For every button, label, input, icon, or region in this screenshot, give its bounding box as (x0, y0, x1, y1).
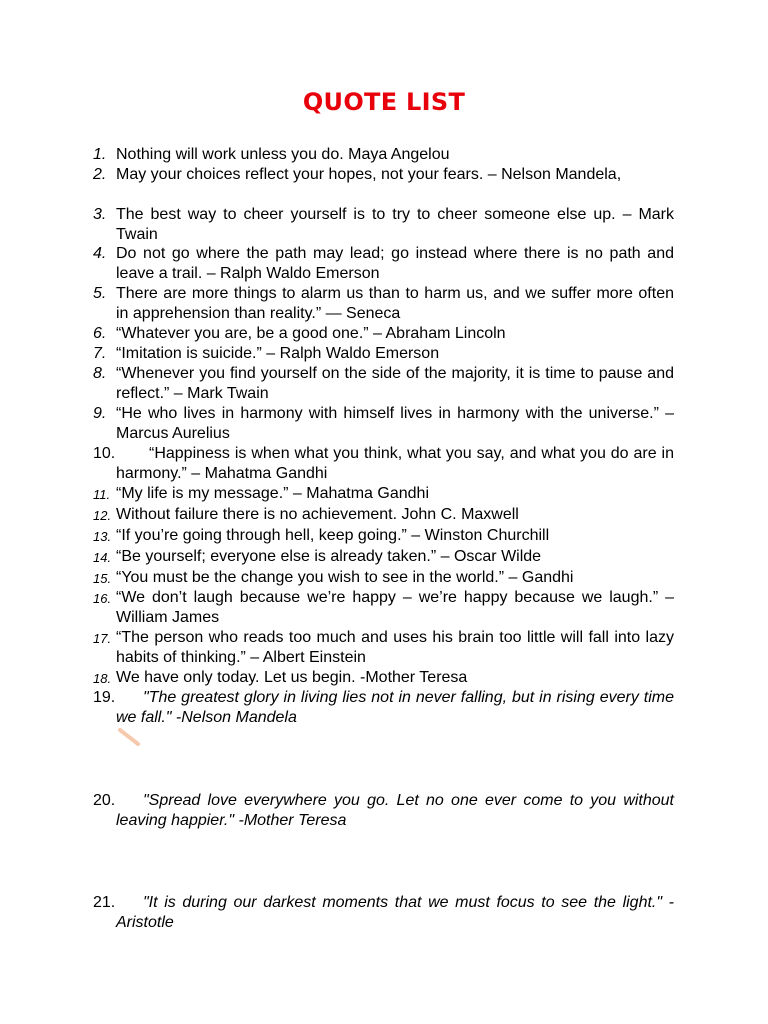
quote-item-15 (93, 568, 674, 588)
quote-item-19 (93, 688, 674, 728)
quote-text: “Imitation is suicide.” – Ralph Waldo Emerson (116, 345, 440, 362)
quote-number: 7. (93, 345, 107, 362)
quote-number: 13. (93, 529, 112, 544)
quote-text: There are more things to alarm us than to harm us, and we suffer more often in apprehension than reality.” — Seneca (116, 285, 674, 322)
quote-number: 2. (93, 166, 107, 183)
quote-number: 19. (93, 689, 116, 706)
quote-item-1 (93, 145, 674, 165)
quote-item-11 (93, 484, 674, 504)
quote-text: “You must be the change you wish to see in the world.” – Gandhi (116, 569, 574, 586)
quote-number: 6. (93, 325, 107, 342)
quote-text: “We don’t laugh because we’re happy – we’re happy because we laugh.” – William James (116, 589, 674, 626)
quote-number: 17. (93, 631, 112, 646)
quote-text: Without failure there is no achievement. John C. Maxwell (116, 506, 519, 523)
quote-number: 11. (93, 487, 111, 502)
quote-text: “Whenever you find yourself on the side of the majority, it is time to pause and reflect.” – Mark Twain (116, 365, 674, 402)
quote-item-3 (93, 205, 674, 245)
quote-text: “The person who reads too much and uses his brain too little will fall into lazy habits of thinking.” – Albert Einstein (116, 629, 674, 666)
quote-number: 1. (93, 146, 107, 163)
quote-number: 18. (93, 671, 112, 686)
quote-item-7 (93, 344, 674, 364)
quote-number: 14. (93, 550, 112, 565)
quote-item-8 (93, 364, 674, 404)
quote-text: “He who lives in harmony with himself lives in harmony with the universe.” – Marcus Aurelius (116, 405, 674, 442)
quote-item-18 (93, 668, 674, 688)
quote-text: “Whatever you are, be a good one.” – Abraham Lincoln (116, 325, 506, 342)
quote-item-2 (93, 165, 674, 185)
quote-item-20 (93, 791, 674, 831)
quote-item-5 (93, 284, 674, 324)
decorative-stroke (118, 728, 140, 746)
quote-item-17 (93, 628, 674, 668)
quote-text: "The greatest glory in living lies not in never falling, but in rising every time we fall." -Nelson Mandela (116, 689, 674, 726)
quote-number: 15. (93, 571, 112, 586)
quote-number: 3. (93, 206, 107, 223)
quote-item-21 (93, 893, 674, 933)
quote-text: We have only today. Let us begin. -Mother Teresa (116, 669, 468, 686)
quote-text: “Be yourself; everyone else is already taken.” – Oscar Wilde (116, 548, 542, 565)
quote-item-14 (93, 547, 674, 567)
quote-text: “If you’re going through hell, keep going.” – Winston Churchill (116, 527, 550, 544)
quote-text: “Happiness is when what you think, what you say, and what you do are in harmony.” – Mahatma Gandhi (116, 445, 674, 482)
quote-item-10 (93, 444, 674, 484)
quote-number: 5. (93, 285, 107, 302)
quote-text: May your choices reflect your hopes, not your fears. – Nelson Mandela, (116, 166, 622, 183)
quote-text: "It is during our darkest moments that we must focus to see the light." -Aristotle (116, 894, 674, 931)
quote-item-16 (93, 588, 674, 628)
quote-text: "Spread love everywhere you go. Let no one ever come to you without leaving happier." -Mother Teresa (116, 792, 674, 829)
quote-item-9 (93, 404, 674, 444)
quote-item-13 (93, 526, 674, 546)
quote-number: 21. (93, 894, 116, 911)
quote-number: 4. (93, 245, 107, 262)
quote-text: Do not go where the path may lead; go instead where there is no path and leave a trail. – Ralph Waldo Emerson (116, 245, 674, 282)
quote-number: 16. (93, 591, 112, 606)
quote-number: 10. (93, 445, 116, 462)
quote-item-12 (93, 505, 674, 525)
quote-number: 9. (93, 405, 107, 422)
quote-item-4 (93, 244, 674, 284)
quote-number: 8. (93, 365, 107, 382)
quote-text: Nothing will work unless you do. Maya Angelou (116, 146, 450, 163)
quote-text: The best way to cheer yourself is to try to cheer someone else up. – Mark Twain (116, 206, 674, 243)
page-title: QUOTE LIST (302, 88, 466, 116)
quote-number: 12. (93, 508, 112, 523)
quote-item-6 (93, 324, 674, 344)
quote-text: “My life is my message.” – Mahatma Gandhi (116, 485, 429, 502)
quote-number: 20. (93, 792, 116, 809)
